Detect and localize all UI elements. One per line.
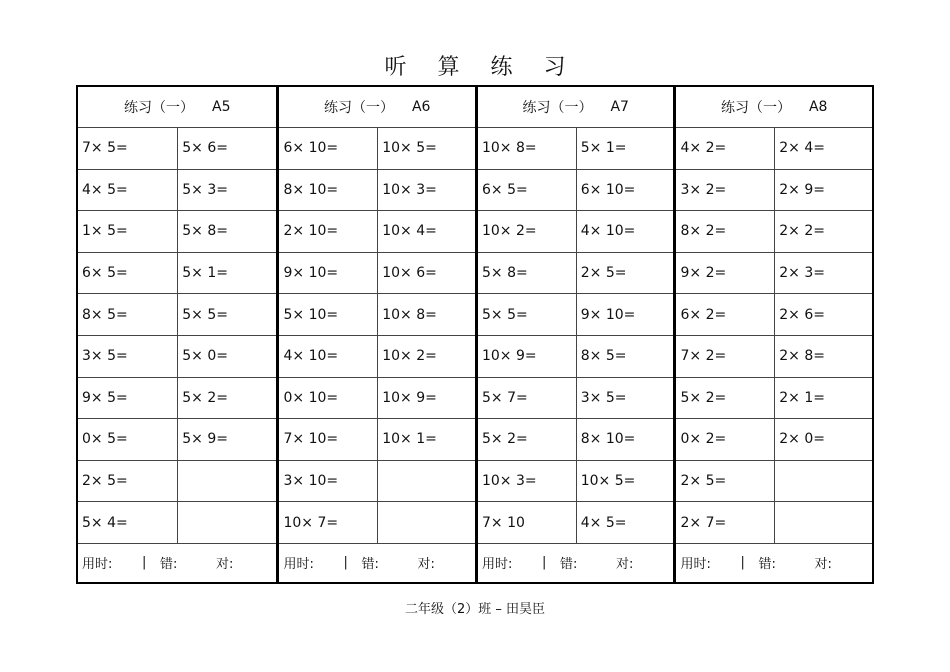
table-row — [478, 170, 674, 212]
table-row — [279, 378, 475, 420]
problem-cell: 1× 5= — [82, 223, 128, 240]
block-code: A7 — [610, 99, 629, 115]
table-row — [78, 170, 276, 212]
problem-cell — [774, 502, 872, 543]
problem-cell: 7× 10= — [283, 431, 339, 448]
table-row — [279, 170, 475, 212]
separator: | — [343, 555, 348, 571]
problem-cell: 5× 6= — [177, 128, 276, 169]
problem-cell: 2× 8= — [774, 336, 872, 377]
page-title: 听 算 练 习 — [384, 55, 578, 80]
problem-cell: 2× 3= — [774, 253, 872, 294]
problem-cell: 10× 7= — [283, 514, 339, 531]
wrong-label: 错: — [361, 557, 379, 573]
problem-cell: 10× 5= — [377, 128, 475, 169]
problem-cell — [177, 502, 276, 543]
problem-cell: 9× 5= — [82, 389, 128, 406]
problem-cell: 5× 4= — [82, 514, 128, 531]
score-row — [279, 544, 475, 582]
time-label: 用时: — [481, 557, 513, 573]
right-label: 对: — [615, 557, 634, 573]
table-row — [78, 461, 276, 503]
problem-cell: 10× 9= — [481, 348, 537, 365]
right-label: 对: — [216, 557, 234, 573]
problem-cell: 7× 5= — [82, 140, 128, 157]
exercise-block-a6 — [276, 87, 475, 582]
table-row — [78, 128, 276, 170]
problem-cell: 2× 10= — [283, 223, 339, 240]
wrong-label: 错: — [758, 557, 776, 573]
table-row — [676, 461, 872, 503]
block-title: 练习（一） — [720, 100, 791, 116]
table-row — [478, 378, 674, 420]
right-label: 对: — [417, 557, 435, 573]
problem-cell: 10× 9= — [377, 378, 475, 419]
score-row — [478, 544, 674, 582]
table-row — [78, 336, 276, 378]
problem-cell: 0× 10= — [283, 389, 339, 406]
problem-cell — [377, 461, 475, 502]
problem-cell: 5× 1= — [576, 128, 674, 169]
problem-cell: 6× 5= — [82, 265, 128, 282]
problem-cell: 9× 10= — [283, 265, 339, 282]
problem-cell: 6× 5= — [481, 181, 528, 198]
problem-cell: 4× 10= — [576, 211, 674, 252]
problem-cell: 10× 5= — [576, 461, 674, 502]
problem-cell: 2× 0= — [774, 419, 872, 460]
problem-cell: 7× 10 — [481, 514, 525, 531]
time-label: 用时: — [82, 557, 113, 573]
problem-cell: 10× 2= — [377, 336, 475, 377]
table-row — [676, 211, 872, 253]
block-header — [676, 87, 872, 128]
wrong-label: 错: — [160, 557, 178, 573]
exercise-block-a7 — [475, 87, 674, 582]
problem-cell: 0× 2= — [680, 431, 727, 448]
problem-cell: 10× 8= — [377, 294, 475, 335]
problem-cell: 2× 5= — [82, 473, 128, 490]
problem-cell — [377, 502, 475, 543]
table-row — [279, 253, 475, 295]
problem-cell — [774, 461, 872, 502]
table-row — [279, 211, 475, 253]
problem-cell: 5× 1= — [177, 253, 276, 294]
table-row — [478, 502, 674, 544]
block-code: A5 — [212, 99, 231, 115]
table-row — [78, 378, 276, 420]
problem-cell: 3× 5= — [82, 348, 128, 365]
block-header — [279, 87, 475, 128]
table-row — [676, 294, 872, 336]
score-row — [676, 544, 872, 582]
problem-cell: 2× 4= — [774, 128, 872, 169]
separator: | — [541, 555, 547, 571]
time-label: 用时: — [680, 557, 711, 573]
problem-cell: 5× 2= — [680, 389, 727, 406]
problem-cell: 2× 7= — [680, 514, 727, 531]
table-row — [78, 502, 276, 544]
table-row — [78, 211, 276, 253]
problem-cell: 4× 2= — [680, 140, 727, 157]
worksheet-table — [76, 85, 874, 584]
problem-cell: 6× 10= — [576, 170, 674, 211]
problem-cell: 4× 5= — [576, 502, 674, 543]
block-header — [78, 87, 276, 128]
problem-cell: 5× 2= — [177, 378, 276, 419]
table-row — [676, 128, 872, 170]
problem-cell: 2× 2= — [774, 211, 872, 252]
problem-cell: 3× 5= — [576, 378, 674, 419]
table-row — [676, 170, 872, 212]
problem-cell: 10× 3= — [481, 473, 537, 490]
problem-cell: 5× 3= — [177, 170, 276, 211]
problem-cell: 3× 2= — [680, 181, 727, 198]
right-label: 对: — [814, 557, 832, 573]
table-row — [78, 253, 276, 295]
problem-cell: 5× 8= — [481, 265, 528, 282]
problem-cell: 8× 10= — [576, 419, 674, 460]
exercise-block-a5 — [78, 87, 276, 582]
table-row — [478, 461, 674, 503]
problem-cell: 2× 5= — [680, 473, 727, 490]
problem-cell: 10× 8= — [481, 140, 537, 157]
table-row — [478, 294, 674, 336]
table-row — [478, 128, 674, 170]
problem-cell: 10× 6= — [377, 253, 475, 294]
block-header — [478, 87, 674, 128]
problem-cell: 10× 2= — [481, 223, 537, 240]
problem-cell: 10× 4= — [377, 211, 475, 252]
table-row — [279, 419, 475, 461]
block-code: A6 — [411, 99, 431, 115]
table-row — [279, 336, 475, 378]
problem-cell: 2× 9= — [774, 170, 872, 211]
problem-cell: 9× 10= — [576, 294, 674, 335]
problem-cell: 5× 0= — [177, 336, 276, 377]
block-code: A8 — [808, 99, 828, 115]
table-row — [478, 211, 674, 253]
table-row — [279, 461, 475, 503]
table-row — [676, 336, 872, 378]
problem-cell: 5× 10= — [283, 306, 339, 323]
block-title: 练习（一） — [323, 100, 394, 116]
table-row — [478, 419, 674, 461]
problem-cell: 10× 3= — [377, 170, 475, 211]
problem-cell: 8× 10= — [283, 181, 339, 198]
problem-cell: 5× 8= — [177, 211, 276, 252]
table-row — [78, 419, 276, 461]
separator: | — [142, 555, 147, 571]
time-label: 用时: — [283, 557, 314, 573]
problem-cell: 8× 2= — [680, 223, 727, 240]
problem-cell: 2× 1= — [774, 378, 872, 419]
problem-cell: 0× 5= — [82, 431, 128, 448]
problem-cell: 4× 10= — [283, 348, 339, 365]
table-row — [676, 253, 872, 295]
block-title: 练习（一） — [522, 100, 593, 116]
problem-cell: 8× 5= — [82, 306, 128, 323]
problem-cell: 6× 2= — [680, 306, 727, 323]
problem-cell: 2× 5= — [576, 253, 674, 294]
problem-cell: 8× 5= — [576, 336, 674, 377]
problem-cell: 6× 10= — [283, 140, 339, 157]
table-row — [279, 294, 475, 336]
table-row — [279, 502, 475, 544]
problem-cell: 9× 2= — [680, 265, 727, 282]
problem-cell: 5× 9= — [177, 419, 276, 460]
table-row — [478, 336, 674, 378]
table-row — [676, 378, 872, 420]
table-row — [78, 294, 276, 336]
table-row — [279, 128, 475, 170]
score-row — [78, 544, 276, 582]
problem-cell: 2× 6= — [774, 294, 872, 335]
problem-cell — [177, 461, 276, 502]
table-row — [676, 419, 872, 461]
table-row — [676, 502, 872, 544]
class-footer: 二年级（2）班 – 田昊臣 — [404, 602, 546, 617]
exercise-block-a8 — [673, 87, 872, 582]
problem-cell: 5× 7= — [481, 389, 528, 406]
problem-cell: 5× 2= — [481, 431, 528, 448]
block-title: 练习（一） — [124, 100, 194, 116]
problem-cell: 7× 2= — [680, 348, 727, 365]
problem-cell: 5× 5= — [177, 294, 276, 335]
problem-cell: 4× 5= — [82, 181, 128, 198]
problem-cell: 5× 5= — [481, 306, 528, 323]
table-row — [478, 253, 674, 295]
wrong-label: 错: — [559, 557, 578, 573]
separator: | — [740, 555, 745, 571]
problem-cell: 10× 1= — [377, 419, 475, 460]
problem-cell: 3× 10= — [283, 473, 339, 490]
